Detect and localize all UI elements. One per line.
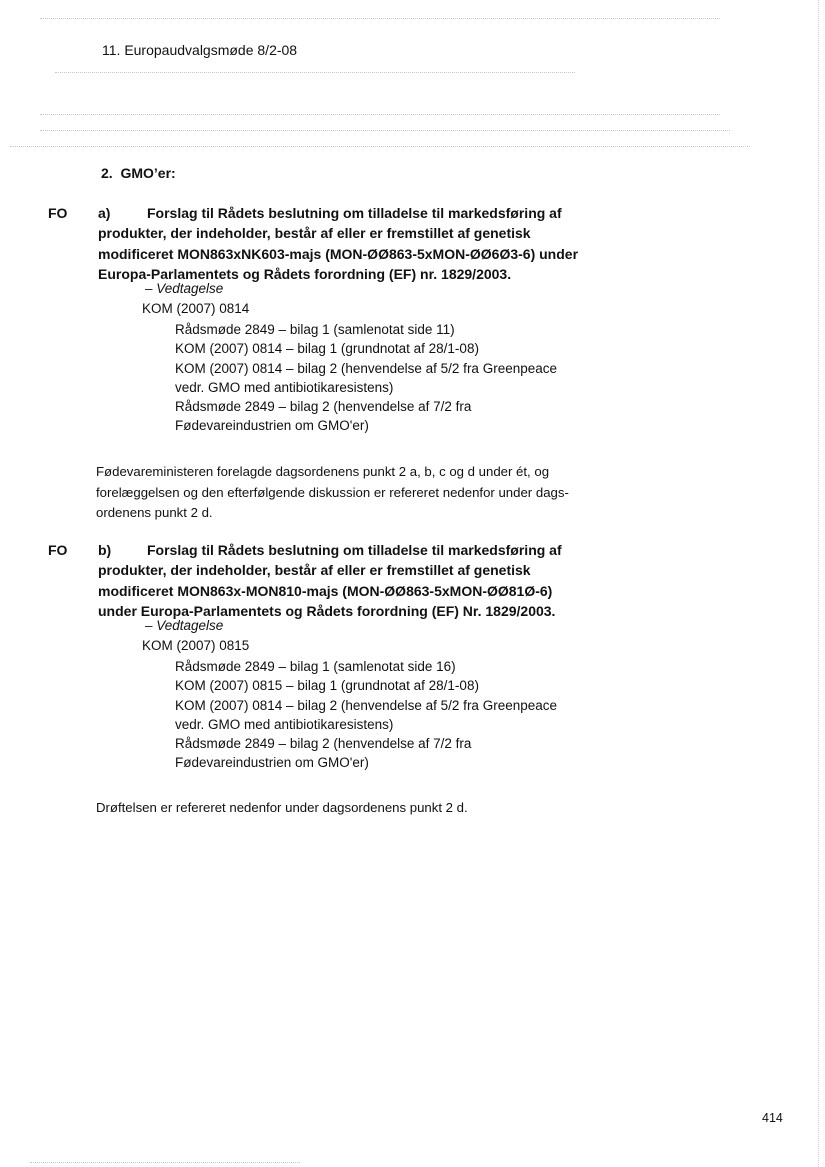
kom-reference: KOM (2007) 0815: [142, 638, 250, 653]
kom-reference: KOM (2007) 0814: [142, 301, 250, 316]
document-list: [175, 320, 575, 436]
section-title: 2. GMO’er:: [101, 165, 176, 181]
item-letter: b): [98, 542, 112, 558]
scan-artifact-line: [10, 146, 750, 147]
proposal-text: Forslag til Rådets beslutning om tilladelse til markedsføring af produkter, der indeholder, består af eller er fremstillet af genetisk modificeret MON863xNK603-majs (MON-ØØ863-5xMON-ØØ6Ø3-6) under Europa-Parlamentets og Rådets forordning (EF) nr. 1829/2003.: [98, 205, 579, 282]
scan-artifact-edge: [818, 0, 819, 1167]
document-link: KOM (2007) 0814 – bilag 2 (henvendelse af 5/2 fra Greenpeace vedr. GMO med antibiotikaresistens): [175, 360, 557, 395]
margin-tag: FO: [48, 205, 68, 221]
meeting-reference: 11. Europaudvalgsmøde 8/2-08: [102, 42, 298, 58]
item-letter: a): [98, 205, 111, 221]
document-link: KOM (2007) 0814 – bilag 1 (grundnotat af 28/1-08): [175, 341, 479, 357]
document-link: Rådsmøde 2849 – bilag 1 (samlenotat side 11): [175, 322, 455, 337]
scan-artifact-line: [55, 72, 575, 73]
status-label: – Vedtagelse: [145, 618, 224, 633]
note-paragraph: Drøftelsen er refereret nedenfor under dagsordenens punkt 2 d.: [96, 800, 468, 815]
page-number: 414: [762, 1111, 783, 1125]
scan-artifact-line: [40, 114, 720, 115]
document-link: Rådsmøde 2849 – bilag 2 (henvendelse af 7/2 fra Fødevareindustrien om GMO'er): [175, 399, 472, 434]
scan-artifact-line: [30, 1162, 300, 1163]
scan-artifact-line: [40, 18, 720, 19]
status-label: – Vedtagelse: [145, 281, 224, 296]
document-link: Rådsmøde 2849 – bilag 1 (samlenotat side 16): [175, 659, 456, 674]
document-link: KOM (2007) 0815 – bilag 1 (grundnotat af 28/1-08): [175, 678, 479, 694]
document-link: KOM (2007) 0814 – bilag 2 (henvendelse af 5/2 fra Greenpeace vedr. GMO med antibiotikaresistens): [175, 697, 557, 732]
document-list: [175, 657, 575, 773]
note-paragraph: Fødevareministeren forelagde dagsordenens punkt 2 a, b, c og d under ét, og forelæggelsen og den efterfølgende diskussion er refereret nedenfor under dags-ordenens punkt 2 d.: [96, 464, 569, 520]
margin-tag: FO: [48, 542, 68, 558]
scan-artifact-line: [40, 130, 730, 131]
proposal-text: Forslag til Rådets beslutning om tilladelse til markedsføring af produkter, der indeholder, består af eller er fremstillet af genetisk modificeret MON863x-MON810-majs (MON-ØØ863-5xMON-ØØ81Ø-6) under Europa-Parlamentets og Rådets forordning (EF) Nr. 1829/2003.: [98, 542, 562, 619]
document-link: Rådsmøde 2849 – bilag 2 (henvendelse af 7/2 fra Fødevareindustrien om GMO'er): [175, 736, 472, 771]
